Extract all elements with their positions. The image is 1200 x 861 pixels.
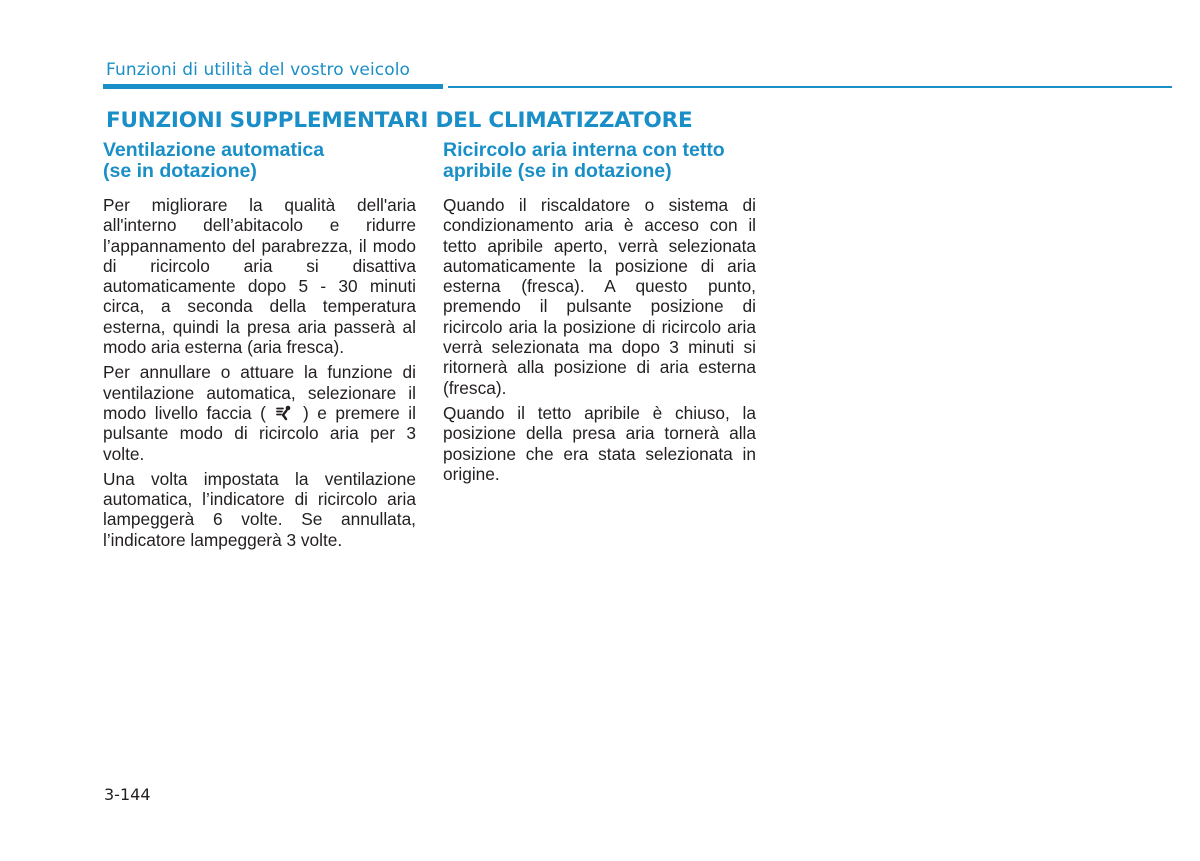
left-heading-line1: Ventilazione automatica [103, 139, 325, 161]
left-paragraph-2 [103, 362, 416, 463]
header-rule-thin [448, 86, 1172, 88]
face-level-vent-icon [274, 405, 294, 421]
page-number: 3-144 [104, 785, 151, 804]
right-heading-line2: apribile (se in dotazione) [443, 160, 672, 182]
left-paragraph-2-start: Per annullare o attuare la funzione di ventilazione automatica, selezionare il modo livello faccia ( [103, 362, 416, 423]
left-paragraph-2-end: ) e premere il pulsante modo di ricircolo aria per 3 volte. [103, 402, 416, 464]
left-heading [103, 140, 416, 182]
right-heading-line1: Ricircolo aria interna con tetto [443, 139, 725, 161]
right-paragraph-1: Quando il riscaldatore o sistema di condizionamento aria è acceso con il tetto apribile aperto, verrà selezionata automaticamente la posizione di aria esterna (fresca). A questo punto, premendo il pulsante posizione di ricircolo aria la posizione di ricircolo aria verrà selezionata ma dopo 3 minuti si ritornerà alla posizione di aria esterna (fresca). [443, 195, 756, 398]
header-rule-thick [103, 84, 443, 89]
right-heading [443, 140, 756, 182]
left-column [103, 140, 416, 555]
right-column [443, 140, 756, 489]
right-paragraph-2: Quando il tetto apribile è chiuso, la posizione della presa aria tornerà alla posizione che era stata selezionata in origine. [443, 402, 756, 484]
header-section-label: Funzioni di utilità del vostro veicolo [106, 60, 411, 80]
page-title: FUNZIONI SUPPLEMENTARI DEL CLIMATIZZATORE [106, 108, 693, 133]
left-paragraph-1: Per migliorare la qualità dell'aria all'interno dell’abitacolo e ridurre l’appannamento del parabrezza, il modo di ricircolo aria si disattiva automaticamente dopo 5 - 30 minuti circa, a seconda della temperatura esterna, quindi la presa aria passerà al modo aria esterna (aria fresca). [103, 195, 416, 358]
left-heading-line2: (se in dotazione) [103, 160, 257, 182]
left-paragraph-3: Una volta impostata la ventilazione automatica, l’indicatore di ricircolo aria lampeggerà 6 volte. Se annullata, l’indicatore lampeggerà 3 volte. [103, 468, 416, 550]
